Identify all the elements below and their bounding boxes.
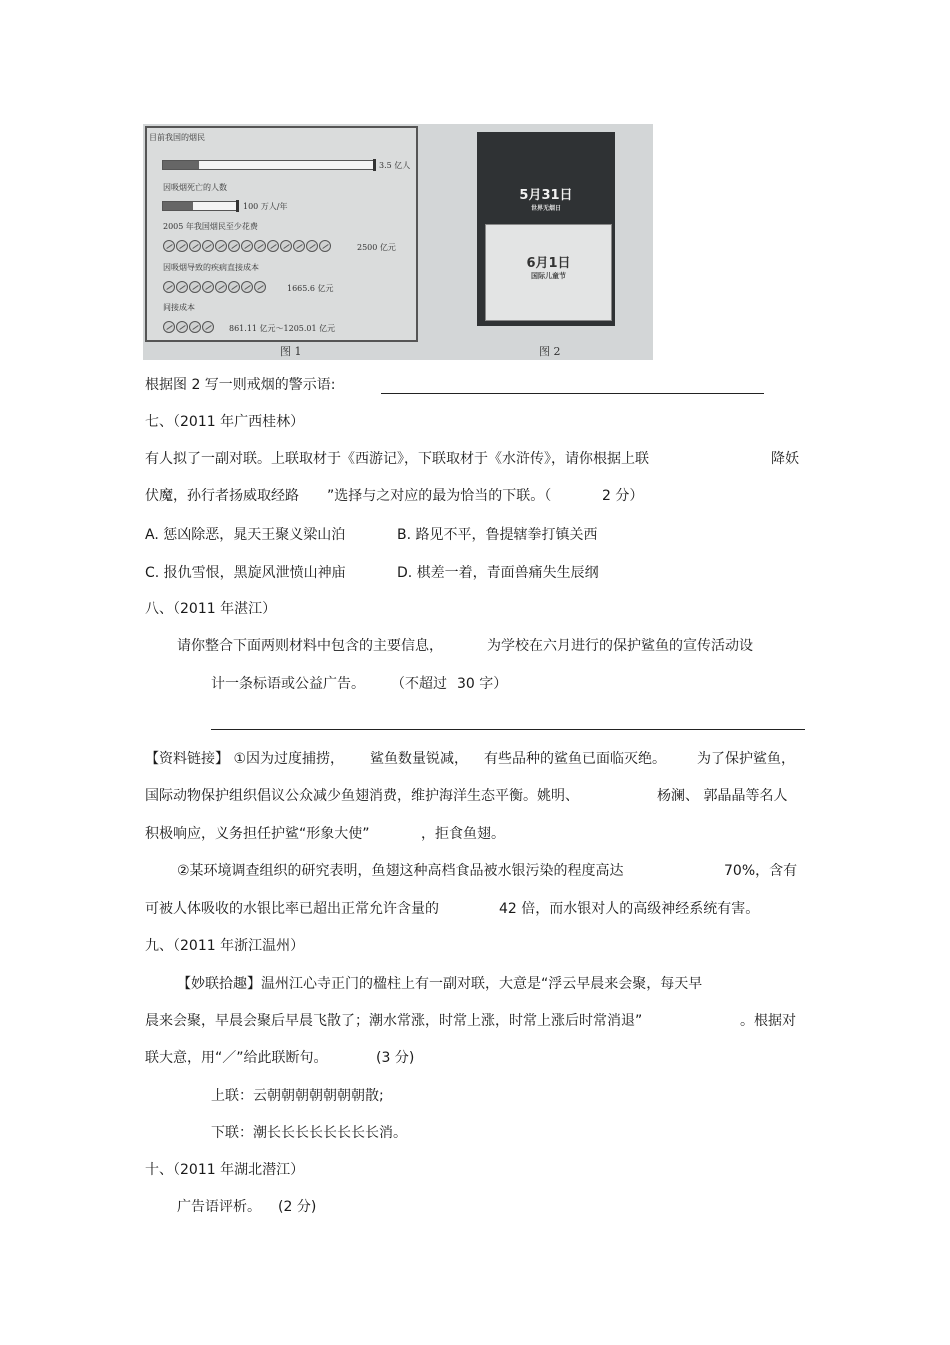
answer-line [381,393,764,394]
couplet-lower: 下联：潮长长长长长长长长消。 [211,1125,407,1141]
fig1-label-spending: 2005 年我国烟民至少花费 [163,222,258,231]
material-1-line-1-d: 为了保护鲨鱼， [697,751,795,767]
question-7-line-1: 有人拟了一副对联。上联取材于《西游记》，下联取材于《水浒传》，请你根据上联 [145,451,649,467]
fig1-label-smokers: 目前我国的烟民 [149,133,205,142]
figure-1 [145,126,418,342]
question-9-points: (3 分) [376,1050,415,1066]
fig1-bar-deaths [162,201,238,211]
fig1-bar-smokers [162,160,375,170]
fig1-value-direct-cost: 1665.6 亿元 [287,284,334,293]
fig2-event-no-tobacco-day: 世界无烟日 [530,205,561,212]
section-heading-9: 九、（2011 年浙江温州） [145,938,305,954]
option-d: D. 棋差一着，青面兽痛失生辰纲 [397,565,599,581]
question-7-line-2: 伏魔，孙行者扬威取经路 [145,488,299,504]
question-9-line-3: 联大意，用“／”给此联断句。 [145,1050,328,1066]
material-1-line-3: 积极响应，义务担任护鲨“形象大使” [145,826,370,842]
fig1-label-direct-cost: 因吸烟导致的疾病直接成本 [163,263,259,272]
question-9-line-1: 【妙联拾趣】温州江心寺正门的楹柱上有一副对联，大意是“浮云早晨来会聚，每天早 [177,976,703,992]
material-2-line-1-b: 70%，含有 [724,863,798,879]
fig1-label-indirect-cost: 间接成本 [163,303,195,312]
fig2-caption: 图 2 [539,345,561,358]
question-7-line-2-mid: ”选择与之对应的最为恰当的下联。（ [327,488,552,504]
material-1-line-1-c: 有些品种的鲨鱼已面临灭绝。 [484,751,666,767]
option-b: B. 路见不平，鲁提辖拳打镇关西 [397,527,598,543]
fig1-label-deaths: 因吸烟死亡的人数 [163,183,227,192]
question-9-line-2: 晨来会聚，早晨会聚后早晨飞散了；潮水常涨，时常上涨，时常上涨后时常消退” [145,1013,643,1029]
section-heading-10: 十、（2011 年湖北潜江） [145,1162,305,1178]
figure-2-children-day [485,224,612,321]
question-8-line-2: 计一条标语或公益广告。 [211,676,365,692]
figure-panel [143,124,653,360]
option-c: C. 报仇雪恨，黑旋风泄愤山神庙 [145,565,346,581]
fig1-value-spending: 2500 亿元 [357,243,396,252]
question-9-line-2-end: 。根据对 [740,1013,796,1029]
fig1-value-indirect-cost: 861.11 亿元～1205.01 亿元 [229,324,336,333]
material-1-line-1-b: 鲨鱼数量锐减， [370,751,468,767]
question-10-points: (2 分) [278,1199,317,1215]
material-1-line-2-b: 杨澜、 郭晶晶等名人 [657,788,788,804]
material-1-line-2: 国际动物保护组织倡议公众减少鱼翅消费，维护海洋生态平衡。姚明、 [145,788,579,804]
question-10: 广告语评析。 [177,1199,261,1215]
fig1-coins-indirect-cost [163,321,214,333]
couplet-upper: 上联：云朝朝朝朝朝朝朝散; [211,1088,384,1104]
question-8-limit-count: 30 字） [457,676,508,692]
fig1-coins-spending [163,240,331,252]
fig2-date-no-tobacco-day: 5月31日 [519,188,573,203]
material-1-line-3-b: ，拒食鱼翅。 [421,826,505,842]
warning-slogan-prompt: 根据图 2 写一则戒烟的警示语: [145,377,336,393]
fig1-value-smokers: 3.5 亿人 [379,161,411,170]
material-2-line-2-b: 42 倍，而水银对人的高级神经系统有害。 [499,901,760,917]
option-a: A. 惩凶除恶，晁天王聚义梁山泊 [145,527,346,543]
fig1-coins-direct-cost [163,281,266,293]
material-2-line-1: ②某环境调查组织的研究表明，鱼翅这种高档食品被水银污染的程度高达 [177,863,624,879]
material-2-line-2: 可被人体吸收的水银比率已超出正常允许含量的 [145,901,439,917]
question-8-line-1-end: 为学校在六月进行的保护鲨鱼的宣传活动设 [487,638,753,654]
question-8-limit: （不超过 [391,676,447,692]
fig1-value-deaths: 100 万人/年 [243,202,288,211]
fig1-caption: 图 1 [280,345,302,358]
answer-line-8 [211,729,805,730]
question-7-points: 2 分） [602,488,644,504]
fig2-event-children-day: 国际儿童节 [531,272,566,280]
fig2-date-children-day: 6月1日 [526,256,571,271]
section-heading-7: 七、（2011 年广西桂林） [145,414,305,430]
material-1-line-1: 【资料链接】 ①因为过度捕捞， [145,751,345,767]
question-7-line-1-end: 降妖 [771,451,799,467]
question-8-line-1: 请你整合下面两则材料中包含的主要信息， [177,638,443,654]
section-heading-8: 八、（2011 年湛江） [145,601,277,617]
